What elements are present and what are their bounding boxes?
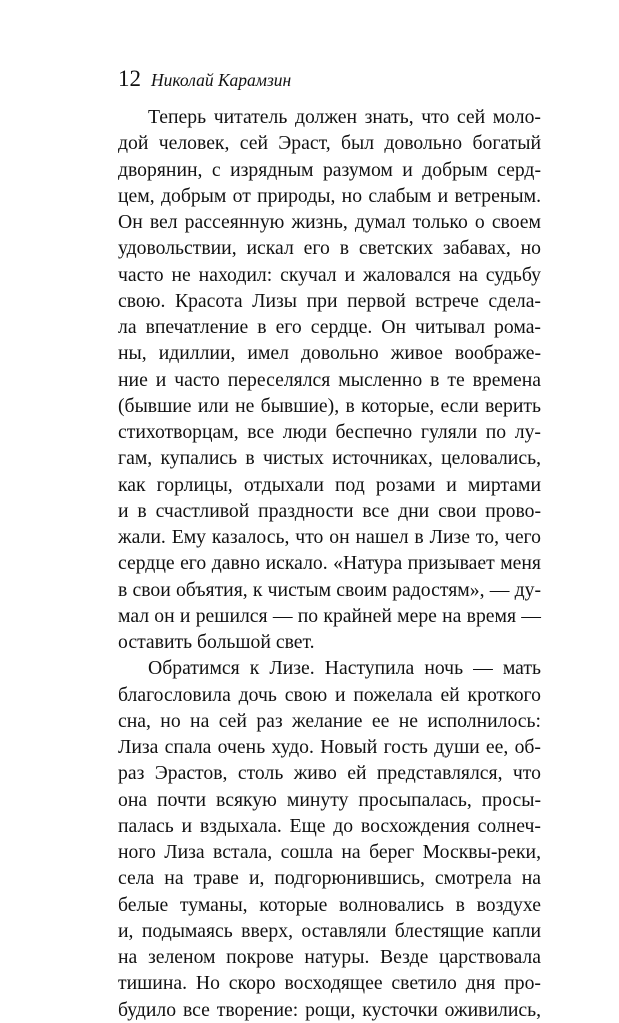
- text-line: мал он и решился — по крайней мере на время —: [118, 604, 541, 627]
- text-line: Он вел рассеянную жизнь, думал только о своем: [118, 211, 541, 233]
- text-line: Теперь читатель должен знать, что сей моло-: [148, 106, 541, 128]
- text-line: села на траве и, подгорюнившись, смотрела на: [118, 867, 541, 890]
- text-line: (бывшие или не бывшие), в которые, если верить: [118, 394, 541, 417]
- text-line: сердце его давно искало. «Натура призывает меня: [118, 552, 541, 575]
- text-line: ла впечатление в его сердце. Он читывал рома-: [118, 316, 541, 338]
- page-header: [118, 66, 291, 94]
- text-line: часто не находил: скучал и жаловался на судьбу: [118, 263, 541, 286]
- text-line: раз Эрастов, столь живо ей представлялся, что: [118, 762, 541, 785]
- text-line: ние и часто переселялся мысленно в те времена: [118, 368, 541, 391]
- body-text: [118, 104, 541, 1023]
- text-line: и в счастливой праздности все дни свои прово-: [118, 499, 541, 522]
- text-line: она почти всякую минуту просыпалась, просы-: [118, 788, 541, 811]
- text-line: Обратимся к Лизе. Наступила ночь — мать: [148, 657, 541, 680]
- text-line: благословила дочь свою и пожелала ей кроткого: [118, 683, 541, 706]
- text-line: оставить большой свет.: [118, 631, 315, 653]
- page-number: 12: [118, 66, 141, 91]
- text-line: дой человек, сей Эраст, был довольно богатый: [118, 132, 541, 155]
- text-line: на зеленом покрове натуры. Везде царствовала: [118, 946, 541, 968]
- text-line: и, подымаясь вверх, оставляли блестящие капли: [118, 919, 541, 942]
- text-line: свою. Красота Лизы при первой встрече сдела-: [118, 289, 541, 312]
- text-line: дворянин, с изрядным разумом и добрым серд-: [118, 158, 541, 181]
- text-line: цем, добрым от природы, но слабым и ветреным.: [118, 184, 541, 207]
- text-line: палась и вздыхала. Еще до восхождения солнеч-: [118, 814, 541, 837]
- text-line: тишина. Но скоро восходящее светило дня про-: [118, 972, 541, 995]
- text-line: стихотворцам, все люди беспечно гуляли по лу-: [118, 421, 541, 443]
- text-line: как горлицы, отдыхали под розами и миртами: [118, 473, 541, 496]
- text-line: белые туманы, которые волновались в воздухе: [118, 893, 541, 916]
- text-line: Лиза спала очень худо. Новый гость души ее, об-: [118, 736, 541, 758]
- text-line: ны, идиллии, имел довольно живое воображе-: [118, 342, 541, 365]
- text-line: удовольствии, искал его в светских забавах, но: [118, 237, 541, 260]
- text-line: сна, но на сей раз желание ее не исполнилось:: [118, 709, 541, 732]
- text-line: ного Лиза встала, сошла на берег Москвы-реки,: [118, 841, 541, 863]
- text-line: жали. Ему казалось, что он нашел в Лизе то, чего: [118, 526, 541, 548]
- text-line: будило все творение: рощи, кусточки оживились,: [118, 998, 541, 1021]
- text-line: гам, купались в чистых источниках, целовались,: [118, 447, 541, 470]
- text-line: в свои объятия, к чистым своим радостям», — ду-: [118, 578, 541, 601]
- running-head: Николай Карамзин: [151, 70, 292, 90]
